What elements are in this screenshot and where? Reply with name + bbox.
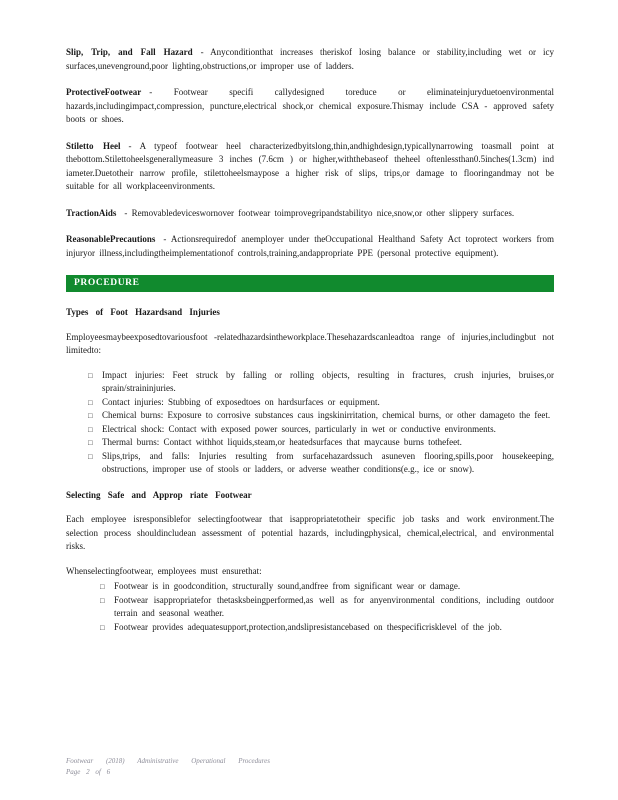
section2-intro: Each employee isresponsiblefor selectingfootwear that isappropriatetotheir specific job tasks and work environment.The selection process shouldincludean assessment of potential hazards, includingphysical, chemical,electrical, and environmental risks. xyxy=(66,514,554,551)
definition-traction-aids xyxy=(66,207,554,221)
definition-slip-trip-fall xyxy=(66,46,554,73)
list-item-text: Footwear provides adequatesupport,protection,andslipresistancebased on thespecificrisklevel of the job. xyxy=(114,621,502,632)
definition-body: - A typeof footwear heel characterizedbyitslong,thin,andhighdesign,typicallynarrowing toasmall point at thebottom.Stilettoheelsgenerallymeasure 3 inches (7.6cm ) or higher,withthebaseof theheel oftenlessthan0.5inches(1.3cm) ind iameter.Duetotheir narrow profile, stilettoheelsmaypose a higher risk of slips, trips,or damage to flooringandmay not be suitable for all workplaceenvironments. xyxy=(66,140,554,191)
list-item xyxy=(100,580,554,594)
list-item xyxy=(100,621,554,635)
section2-lead-in: Whenselectingfootwear, employees must ensurethat: xyxy=(66,565,262,576)
definition-protective-footwear xyxy=(66,86,554,127)
definition-term: ReasonablePrecautions xyxy=(66,234,156,244)
square-bullet-icon: □ xyxy=(88,370,93,380)
definition-body: - Removabledeviceswornover footwear toimprovegripandstabilityo nice,snow,or other slippery surfaces. xyxy=(124,207,515,218)
list-item-text: Chemical burns: Exposure to corrosive substances caus ingskinirritation, chemical burns, or other damageto the feet. xyxy=(102,410,551,420)
square-bullet-icon: □ xyxy=(88,397,93,407)
square-bullet-icon: □ xyxy=(88,438,93,447)
list-item xyxy=(88,436,554,450)
list-item-text: Thermal burns: Contact withhot liquids,steam,or heatedsurfaces that maycause burns tothefeet. xyxy=(102,437,462,447)
document-content xyxy=(66,46,554,646)
definition-body: - Footwear specifi callydesigned toreduce or eliminateinjuryduetoenvironmental hazards,includingimpact,compression, puncture,electrical shock,or chemical exposure.Thismay include CSA - approved safety boots or shoes. xyxy=(66,87,554,124)
list-item xyxy=(88,409,554,423)
definition-stiletto-heel xyxy=(66,140,554,194)
definition-term: ProtectiveFootwear xyxy=(66,87,142,97)
square-bullet-icon: □ xyxy=(100,622,105,632)
definition-reasonable-precautions xyxy=(66,233,554,260)
square-bullet-icon: □ xyxy=(100,582,105,591)
list-item xyxy=(100,594,554,621)
hazard-bullet-list xyxy=(66,369,554,477)
page-footer xyxy=(66,756,270,778)
list-item-text: Contact injuries: Stubbing of exposedtoes on hardsurfaces or equipment. xyxy=(102,396,380,407)
footwear-bullet-list xyxy=(66,580,554,634)
definition-body: - Anyconditionthat increases theriskof losing balance or stability,including wet or icy surfaces,unevenground,poor lighting,obstructions,or improper use of ladders. xyxy=(66,47,554,71)
definition-term: Slip, Trip, and Fall Hazard xyxy=(66,47,193,57)
heading-types-of-foot-hazards: Types of Foot Hazardsand Injuries xyxy=(66,307,220,317)
square-bullet-icon: □ xyxy=(100,595,105,605)
list-item-text: Impact injuries: Feet struck by falling or rolling objects, resulting in fractures, crush injuries, bruises,or sprain/straininjuries. xyxy=(102,369,554,393)
list-item xyxy=(88,423,554,437)
heading-selecting-safe-footwear: Selecting Safe and Approp riate Footwear xyxy=(66,489,252,500)
definition-body: - Actionsrequiredof anemployer under theOccupational Healthand Safety Act toprotect workers from injuryor illness,includingtheimplementationof controls,training,andappropriate PPE (personal protective equipment). xyxy=(66,234,554,258)
square-bullet-icon: □ xyxy=(88,451,93,461)
definition-term: TractionAids xyxy=(66,207,117,218)
section1-intro: Employeesmaybeexposedtovariousfoot -relatedhazardsintheworkplace.Thesehazardscanleadtoa range of injuries,includingbut not limitedto: xyxy=(66,331,554,355)
list-item-text: Slips,trips, and falls: Injuries resulting from surfacehazardssuch asuneven flooring,spills,poor housekeeping, obstructions, improper use of stools or ladders, or adverse weather conditions(e.g., ice or snow). xyxy=(102,450,554,474)
list-item-text: Electrical shock: Contact with exposed power sources, particularly in wet or conductive environments. xyxy=(102,423,496,434)
procedure-section-banner: PROCEDURE xyxy=(66,275,554,292)
definition-term: Stiletto Heel xyxy=(66,140,121,151)
list-item-text: Footwear isappropriatefor thetasksbeingperformed,as well as for anyenvironmental conditions, including outdoor terrain and seasonal weather. xyxy=(114,594,554,618)
list-item xyxy=(88,369,554,396)
footer-page-number: Page 2 of 6 xyxy=(66,768,111,776)
list-item xyxy=(88,450,554,477)
square-bullet-icon: □ xyxy=(88,424,93,434)
list-item-text: Footwear is in goodcondition, structurally sound,andfree from significant wear or damage. xyxy=(114,581,461,591)
square-bullet-icon: □ xyxy=(88,411,93,420)
list-item xyxy=(88,396,554,410)
footer-document-title: Footwear (2018) Administrative Operational Procedures xyxy=(66,757,270,765)
